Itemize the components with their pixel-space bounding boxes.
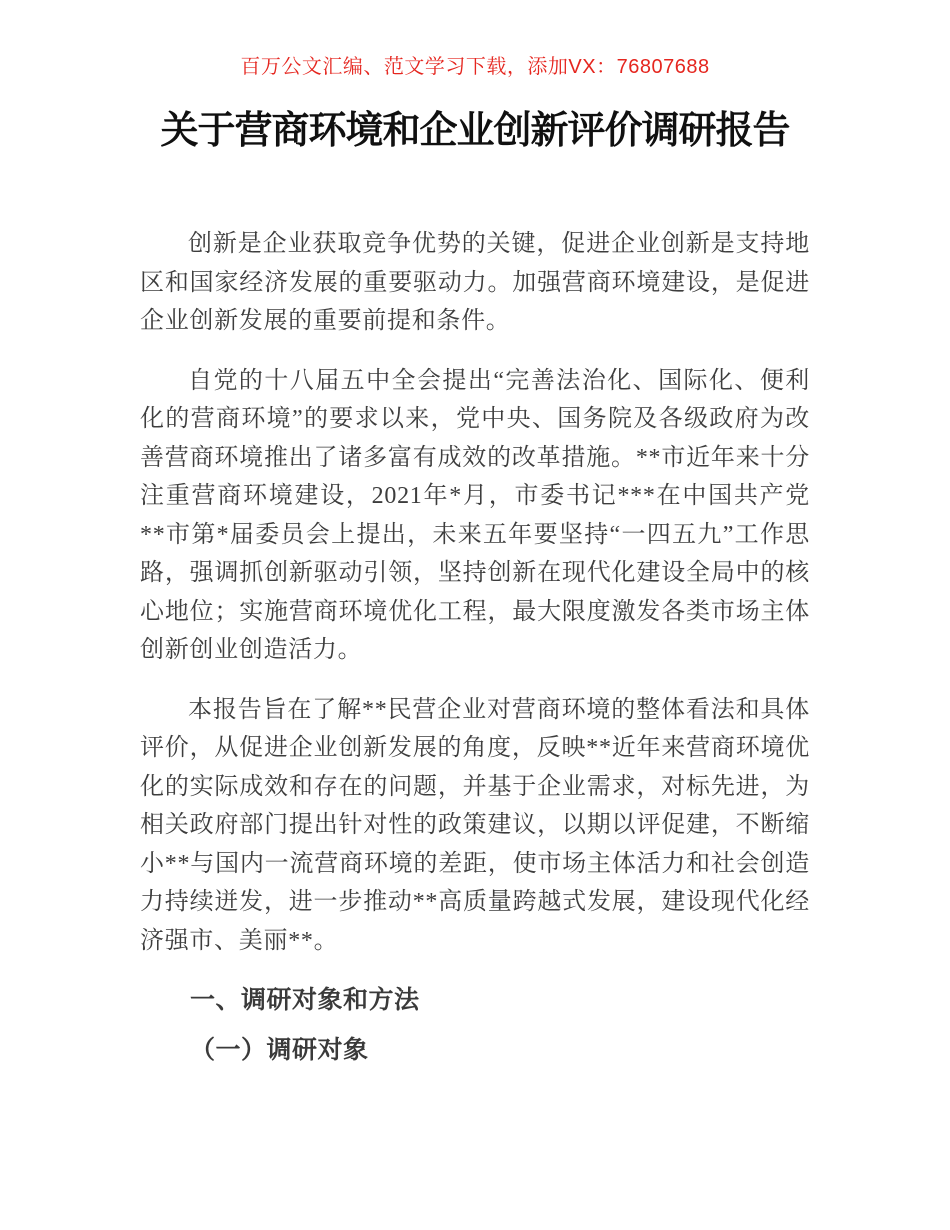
section-heading-1: 一、调研对象和方法 bbox=[190, 986, 420, 1014]
document-title: 关于营商环境和企业创新评价调研报告 bbox=[160, 110, 790, 152]
body-paragraph-2: 自党的十八届五中全会提出“完善法治化、国际化、便利化的营商环境”的要求以来，党中央、国务院及各级政府为改善营商环境推出了诸多富有成效的改革措施。**市近年来十分注重营商环境建设，2021年*月，市委书记***在中国共产党**市第*届委员会上提出，未来五年要坚持“一四五九”工作思路，强调抓创新驱动引领，坚持创新在现代化建设全局中的核心地位；实施营商环境优化工程，最大限度激发各类市场主体创新创业创造活力。 bbox=[140, 367, 810, 663]
body-paragraph-1: 创新是企业获取竞争优势的关键，促进企业创新是支持地区和国家经济发展的重要驱动力。加强营商环境建设，是促进企业创新发展的重要前提和条件。 bbox=[140, 231, 810, 334]
header-notice: 百万公文汇编、范文学习下载，添加VX：76807688 bbox=[240, 56, 710, 78]
document-body bbox=[140, 225, 810, 1070]
subsection-heading-1-1: （一）调研对象 bbox=[190, 1036, 369, 1064]
body-paragraph-3: 本报告旨在了解**民营企业对营商环境的整体看法和具体评价，从促进企业创新发展的角度，反映**近年来营商环境优化的实际成效和存在的问题，并基于企业需求，对标先进，为相关政府部门提出针对性的政策建议，以期以评促建，不断缩小**与国内一流营商环境的差距，使市场主体活力和社会创造力持续迸发，进一步推动**高质量跨越式发展，建设现代化经济强市、美丽**。 bbox=[140, 696, 810, 954]
